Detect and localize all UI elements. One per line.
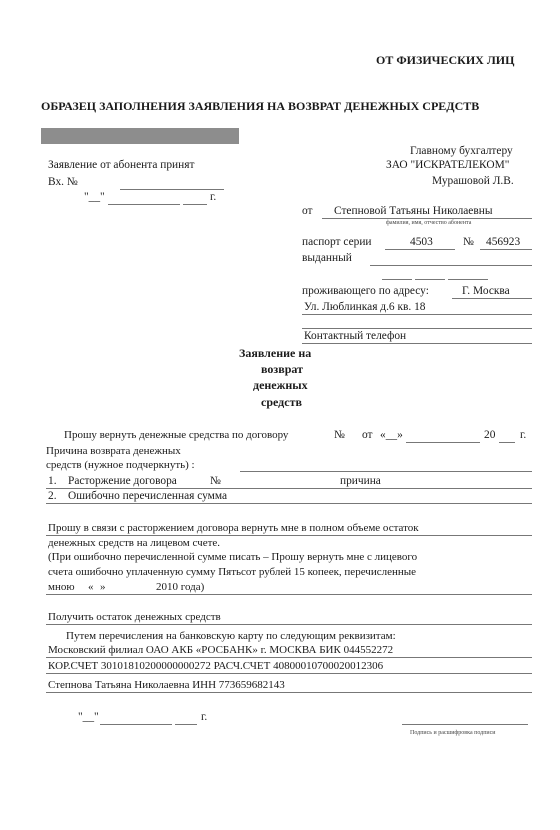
item-2-text: Ошибочно перечисленная сумма [68, 490, 228, 502]
issued-date-line-1 [382, 279, 412, 280]
item-1-num-sign: № [210, 475, 221, 487]
transfer-line: Путем перечисления на банковскую карту по следующим реквизитам: [66, 630, 396, 642]
footer-year-suffix: г. [201, 711, 208, 723]
phone-line [302, 343, 532, 344]
bank-line: Московский филиал ОАО АКБ «РОСБАНК» г. МОСКВА БИК 044552272 [48, 644, 394, 656]
termination-line-1 [46, 535, 532, 536]
received-date-quote: "__" [84, 191, 105, 203]
footer-date-quote: "__" [78, 711, 99, 723]
receive-balance: Получить остаток денежных средств [48, 611, 221, 623]
error-line [46, 594, 532, 595]
passport-series-label: паспорт серии [302, 236, 372, 248]
accounts-line-rule [46, 673, 532, 674]
reason-label-2: средств (нужное подчеркнуть) : [46, 459, 195, 471]
footer-date-line-2 [175, 724, 197, 725]
from-label: от [302, 205, 313, 217]
document-title: ОБРАЗЕЦ ЗАПОЛНЕНИЯ ЗАЯВЛЕНИЯ НА ВОЗВРАТ ДЕНЕЖНЫХ СРЕДСТВ [41, 99, 480, 113]
statement-title-1: Заявление на [239, 346, 312, 360]
passport-series-value: 4503 [410, 236, 433, 248]
received-label: Заявление от абонента принят [48, 159, 195, 171]
received-date-line-2 [183, 204, 207, 205]
signature-hint: Подпись и расшифровка подписи [410, 730, 496, 736]
passport-number-line [480, 249, 532, 250]
accounts-line: КОР.СЧЕТ 30101810200000000272 РАСЧ.СЧЕТ 40800010700020012306 [48, 660, 384, 672]
address-city: Г. Москва [462, 285, 510, 297]
request-from-label: от [362, 429, 373, 441]
termination-text-2: денежных средств на лицевом счете. [48, 537, 221, 549]
phone-label: Контактный телефон [304, 330, 407, 342]
request-date-line [406, 442, 480, 443]
issued-date-line-2 [415, 279, 445, 280]
request-date-quote: «__» [380, 429, 403, 441]
addressee-line-1: Главному бухгалтеру [410, 145, 513, 157]
request-year-line [499, 442, 515, 443]
item-1-reason: причина [340, 475, 381, 487]
received-date-line-1 [108, 204, 180, 205]
error-text-2: счета ошибочно уплаченную сумму Пятьсот рублей 15 копеек, перечисленные [48, 566, 417, 578]
incoming-number-label: Вх. № [48, 176, 78, 188]
received-year-suffix: г. [210, 191, 217, 203]
residing-label: проживающего по адресу: [302, 285, 429, 297]
statement-title-2: возврат [261, 362, 303, 376]
phone-top-line [302, 328, 532, 329]
request-twenty: 20 [484, 429, 496, 441]
passport-number-label: № [463, 236, 474, 248]
request-line: Прошу вернуть денежные средства по договору [64, 429, 289, 441]
request-num-sign: № [334, 429, 345, 441]
address-street: Ул. Люблинкая д.6 кв. 18 [304, 301, 426, 313]
request-year-suffix: г. [520, 429, 527, 441]
signature-line [402, 724, 528, 725]
reason-label-1: Причина возврата денежных [46, 445, 181, 457]
item-1-text: Расторжение договора [68, 475, 177, 487]
gray-bar [41, 128, 239, 144]
footer-date-line-1 [100, 724, 172, 725]
termination-text-1: Прошу в связи с расторжением договора вернуть мне в полном объеме остаток [48, 522, 419, 534]
addressee-line-3: Мурашовой Л.В. [432, 175, 514, 187]
applicant-name-line [322, 218, 532, 219]
applicant-name: Степновой Татьяны Николаевны [334, 205, 493, 217]
item-2-line [46, 503, 532, 504]
passport-series-line [385, 249, 455, 250]
item-2-number: 2. [48, 490, 57, 502]
header-from-individuals: ОТ ФИЗИЧЕСКИХ ЛИЦ [376, 53, 515, 67]
holder-line-rule [46, 692, 532, 693]
issued-line [370, 265, 532, 266]
receive-balance-line [46, 624, 532, 625]
issued-label: выданный [302, 252, 352, 264]
statement-title-4: средств [261, 395, 302, 409]
reason-line [240, 471, 532, 472]
address-city-line [452, 298, 532, 299]
error-text-3a: мною [48, 581, 75, 593]
address-street-line [302, 314, 532, 315]
item-1-line [46, 488, 532, 489]
error-text-1: (При ошибочно перечисленной сумме писать – Прошу вернуть мне с лицевого [48, 551, 418, 563]
incoming-number-line [120, 189, 224, 190]
addressee-line-2: ЗАО "ИСКРАТЕЛЕКОМ" [386, 159, 510, 171]
applicant-name-hint: фамилия, имя, отчество абонента [386, 220, 472, 226]
error-text-3b: « [88, 581, 94, 593]
error-text-3c: » [100, 581, 106, 593]
issued-date-line-3 [448, 279, 488, 280]
error-text-3d: 2010 года) [156, 581, 205, 593]
passport-number-value: 456923 [486, 236, 521, 248]
holder-line: Степнова Татьяна Николаевна ИНН 773659682143 [48, 679, 285, 691]
bank-line-rule [46, 657, 532, 658]
statement-title-3: денежных [253, 378, 308, 392]
item-1-number: 1. [48, 475, 57, 487]
